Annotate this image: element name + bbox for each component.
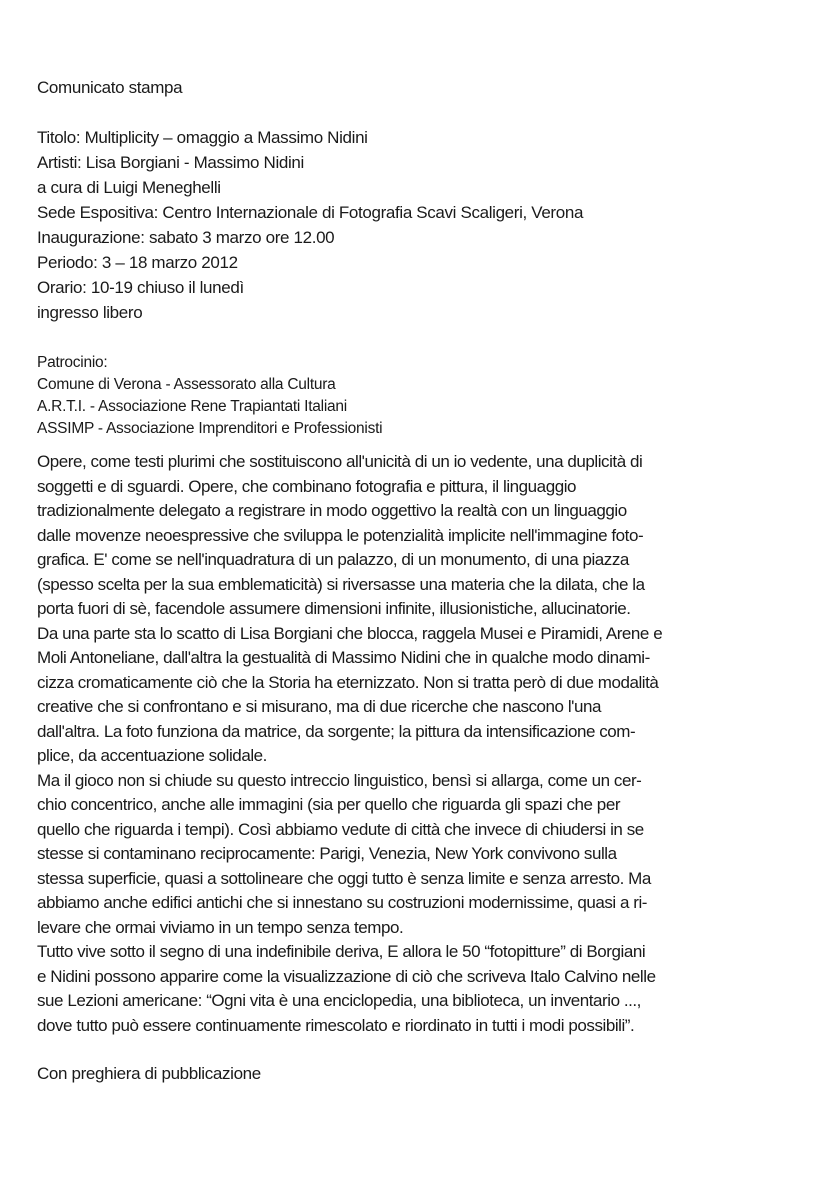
detail-venue: Sede Espositiva: Centro Internazionale di Fotografia Scavi Scaligeri, Verona (37, 203, 584, 222)
body-line: sue Lezioni americane: “Ogni vita è una enciclopedia, una biblioteca, un inventario ..., (37, 991, 641, 1010)
body-line: e Nidini possono apparire come la visualizzazione di ciò che scriveva Italo Calvino nelle (37, 966, 656, 986)
detail-title: Titolo: Multiplicity – omaggio a Massimo Nidini (37, 128, 368, 147)
body-line: porta fuori di sè, facendole assumere dimensioni infinite, illusionistiche, allucinatorie. (37, 599, 631, 618)
body-line: dall'altra. La foto funziona da matrice, da sorgente; la pittura da intensificazione com- (37, 721, 636, 741)
body-line: abbiamo anche edifici antichi che si innestano su costruzioni modernissime, quasi a ri- (37, 893, 648, 912)
body-line: levare che ormai viviamo in un tempo senza tempo. (37, 917, 404, 937)
detail-period: Periodo: 3 – 18 marzo 2012 (37, 253, 238, 272)
body-line: Ma il gioco non si chiude su questo intreccio linguistico, bensì si allarga, come un cer- (37, 770, 642, 790)
document-heading: Comunicato stampa (37, 78, 183, 97)
body-line: soggetti e di sguardi. Opere, che combinano fotografia e pittura, il linguaggio (37, 476, 577, 496)
body-line: stessa superficie, quasi a sottolineare che oggi tutto è senza limite e senza arresto. Ma (37, 868, 651, 888)
body-line: dalle movenze neoespressive che sviluppa le potenzialità implicite nell'immagine foto- (37, 525, 644, 545)
body-line: (spesso scelta per la sua emblematicità) si riversasse una materia che la dilata, che la (37, 574, 645, 594)
body-line: Opere, come testi plurimi che sostituiscono all'unicità di un io vedente, una duplicità di (37, 452, 643, 471)
body-line: Da una parte sta lo scatto di Lisa Borgiani che blocca, raggela Musei e Piramidi, Arene e (37, 623, 663, 643)
detail-hours: Orario: 10-19 chiuso il lunedì (37, 278, 244, 297)
closing-note: Con preghiera di pubblicazione (37, 1064, 261, 1083)
body-line: grafica. E' come se nell'inquadratura di un palazzo, di un monumento, di una piazza (37, 550, 629, 569)
body-line: dove tutto può essere continuamente rimescolato e riordinato in tutti i modi possibili”. (37, 1015, 635, 1035)
detail-artists: Artisti: Lisa Borgiani - Massimo Nidini (37, 153, 304, 172)
body-line: stesse si contaminano reciprocamente: Parigi, Venezia, New York convivono sulla (37, 844, 617, 863)
patronage-label: Patrocinio: (37, 354, 108, 371)
detail-curator: a cura di Luigi Meneghelli (37, 178, 221, 197)
body-line: plice, da accentuazione solidale. (37, 746, 267, 765)
body-line: Moli Antoneliane, dall'altra la gestualità di Massimo Nidini che in qualche modo dinami- (37, 648, 650, 667)
detail-opening: Inaugurazione: sabato 3 marzo ore 12.00 (37, 228, 335, 247)
body-line: chio concentrico, anche alle immagini (sia per quello che riguarda gli spazi che per (37, 795, 621, 814)
patronage-item: Comune di Verona - Assessorato alla Cultura (37, 376, 336, 393)
body-line: Tutto vive sotto il segno di una indefinibile deriva, E allora le 50 “fotopitture” di Borgiani (37, 942, 646, 961)
patronage-item: A.R.T.I. - Associazione Rene Trapiantati Italiani (37, 398, 347, 415)
detail-admission: ingresso libero (37, 303, 143, 322)
body-line: creative che si confrontano e si misurano, ma di due ricerche che nascono l'una (37, 697, 601, 716)
patronage-item: ASSIMP - Associazione Imprenditori e Professionisti (37, 420, 383, 437)
body-line: quello che riguarda i tempi). Così abbiamo vedute di città che invece di chiudersi in se (37, 819, 644, 839)
body-line: cizza cromaticamente ciò che la Storia ha eternizzato. Non si tratta però di due modalità (37, 672, 659, 692)
body-line: tradizionalmente delegato a registrare in modo oggettivo la realtà con un linguaggio (37, 501, 627, 520)
